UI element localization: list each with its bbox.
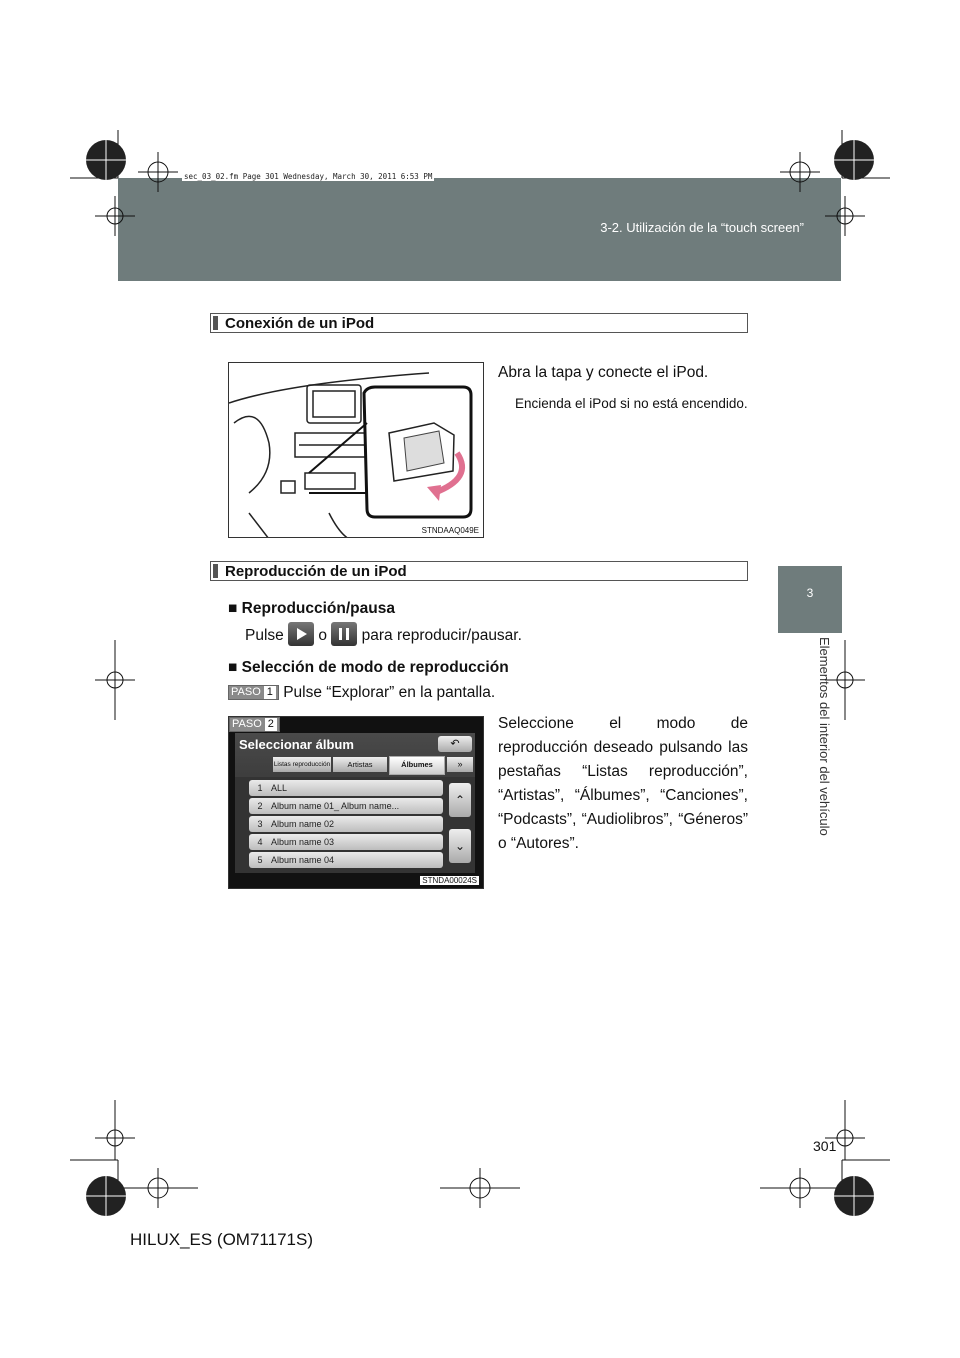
screen (235, 733, 475, 873)
step2-badge: PASO 2 (229, 717, 280, 732)
select-album-figure (228, 716, 484, 889)
section-heading-connect: Conexión de un iPod (210, 313, 748, 333)
figure-code: STNDAAQ049E (421, 526, 479, 535)
scroll-up-button[interactable]: ⌃ (449, 783, 471, 817)
tab-artists[interactable]: Artistas (333, 757, 387, 772)
list-item[interactable]: 2 Album name 01_ Album name... (249, 798, 443, 814)
mode-title: Selección de modo de reproducción (241, 659, 509, 676)
step1-badge: PASO 1 (228, 685, 279, 700)
step1 (228, 680, 495, 705)
playpause-heading: ■ Reproducción/pausa (228, 600, 395, 617)
playpause-title: Reproducción/pausa (241, 600, 395, 617)
list-item[interactable]: 4 Album name 03 (249, 834, 443, 850)
section-heading-playback: Reproducción de un iPod (210, 561, 748, 581)
footer-model: HILUX_ES (OM71171S) (130, 1230, 313, 1249)
back-button[interactable]: ↶ (438, 736, 472, 752)
step2-text: Seleccione el modo de reproducción deseado pulsando las pestañas “Listas reproducción”, “Artistas”, “Álbumes”, “Canciones”, “Podcasts”, “Audiolibros”, “Géneros” o “Autores”. (498, 715, 748, 852)
file-stamp: sec_03_02.fm Page 301 Wednesday, March 30, 2011 6:53 PM (184, 172, 433, 181)
tab-albums[interactable]: Álbumes (389, 756, 445, 775)
pause-icon (331, 622, 357, 646)
scroll-down-button[interactable]: ⌄ (449, 829, 471, 863)
mode-heading: ■ Selección de modo de reproducción (228, 659, 509, 676)
playpause-text (245, 622, 522, 648)
playpause-post: para reproducir/pausar. (361, 627, 522, 644)
album-list (235, 777, 475, 873)
tabs-more-button[interactable]: » (447, 757, 473, 772)
chapter-number: 3 (806, 586, 814, 600)
dashboard-illustration (229, 363, 484, 538)
step1-text: Pulse “Explorar” en la pantalla. (283, 684, 496, 701)
ipod-connection-figure (228, 362, 484, 538)
list-item[interactable]: 1 ALL (249, 780, 443, 796)
list-item[interactable]: 3 Album name 02 (249, 816, 443, 832)
screen-title: Seleccionar álbum (239, 737, 354, 752)
playpause-pre: Pulse (245, 627, 284, 644)
connect-note: Encienda el iPod si no está encendido. (515, 396, 748, 411)
tab-playlists[interactable]: Listas reproducción (273, 757, 331, 772)
figure-code: STNDA00024S (422, 876, 477, 885)
page-number: 301 (813, 1138, 837, 1154)
playpause-mid: o (318, 627, 328, 644)
chapter-side-label: Elementos del interior del vehículo (817, 637, 832, 836)
play-icon (288, 622, 314, 646)
connect-instruction: Abra la tapa y conecte el iPod. (498, 364, 709, 381)
section-header: 3-2. Utilización de la “touch screen” (600, 220, 804, 235)
list-item[interactable]: 5 Album name 04 (249, 852, 443, 868)
